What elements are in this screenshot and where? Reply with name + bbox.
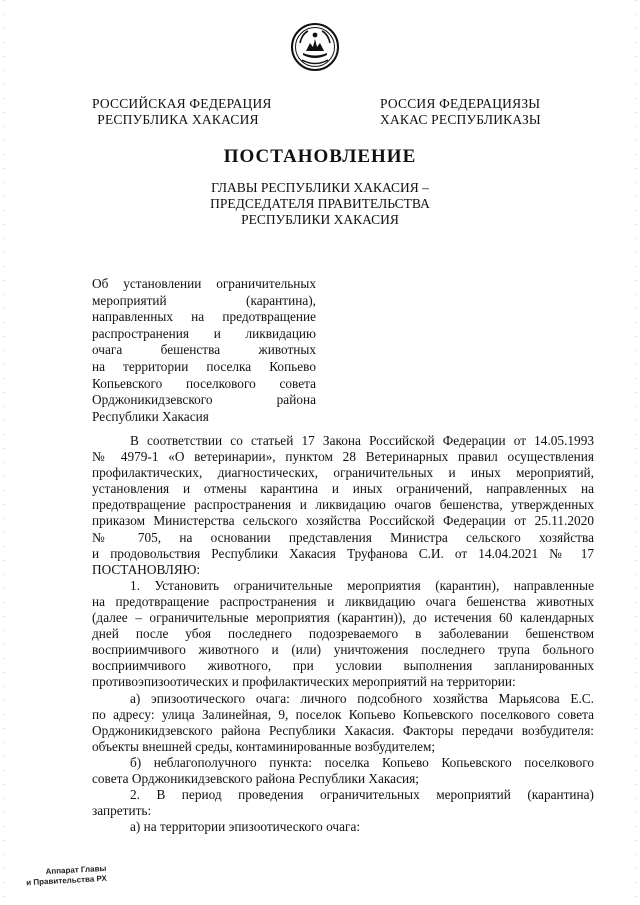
body-text [92, 433, 594, 835]
header-left-block [92, 96, 272, 128]
body-line: № 4979-1 «О ветеринарии», пунктом 28 Ветеринарных правил осуществления [92, 449, 594, 465]
body-line: установления и отмены карантина и иных ограничений, направленных на [92, 481, 594, 497]
subject-line: мероприятий (карантина), [92, 292, 316, 308]
body-line: и продовольствия Республики Хакасия Труфанова С.И. от 14.04.2021 № 17 [92, 545, 594, 561]
subject-line: Об установлении ограничительных [92, 276, 316, 291]
body-line: на предотвращение распространения и ликвидацию очага бешенства животных [92, 593, 594, 609]
body-line: восприимчивого животного, при условии выполнения запланированных [92, 658, 594, 674]
stamp-line: Аппарат Главы [45, 863, 107, 877]
body-line: дней после убоя последнего подозреваемого в заболевании бешенством [92, 626, 594, 642]
stamp-line: и Правительства РХ [26, 873, 108, 888]
body-line: запретить: [92, 803, 152, 819]
subject-line: направленных на предотвращение [92, 309, 316, 325]
header-left-line: РОССИЙСКАЯ ФЕДЕРАЦИЯ [92, 96, 272, 111]
body-line: противоэпизоотических и профилактических мероприятий на территории: [92, 674, 516, 690]
header-right-block [380, 96, 541, 128]
body-line: 2. В период проведения ограничительных мероприятий (карантина) [130, 787, 594, 803]
header-left-line: РЕСПУБЛИКА ХАКАСИЯ [97, 112, 259, 127]
header-right-line: ХАКАС РЕСПУБЛИКАЗЫ [380, 112, 541, 127]
body-line: б) неблагополучного пункта: поселка Копьево Копьевского поселкового [130, 754, 594, 770]
subject-line: Республики Хакасия [92, 408, 209, 424]
issuer-line: РЕСПУБЛИКИ ХАКАСИЯ [241, 212, 399, 227]
body-line: ПОСТАНОВЛЯЮ: [92, 561, 201, 577]
body-line: а) эпизоотического очага: личного подсобного хозяйства Марьясова Е.С. [130, 690, 594, 706]
body-line: (далее – ограничительные мероприятия (карантин)), до истечения 60 календарных [92, 610, 594, 626]
body-line: приказом Министерства сельского хозяйства Российской Федерации от 25.11.2020 [92, 513, 594, 529]
body-line: совета Орджоникидзевского района Республики Хакасия; [92, 770, 419, 786]
body-line: а) на территории эпизоотического очага: [130, 819, 361, 835]
coat-of-arms-emblem [290, 22, 340, 72]
body-line: по адресу: улица Залинейная, 9, поселок Копьево Копьевского поселкового совета [92, 706, 594, 722]
subject-line: Копьевского поселкового совета [92, 375, 316, 391]
issuer-line: ГЛАВЫ РЕСПУБЛИКИ ХАКАСИЯ – [211, 180, 429, 195]
issuer-block [0, 180, 640, 228]
subject-line: Орджоникидзевского района [92, 392, 316, 408]
body-line: профилактических, диагностических, ограничительных и иных мероприятий, [92, 465, 594, 481]
header-right-line: РОССИЯ ФЕДЕРАЦИЯЗЫ [380, 96, 541, 111]
subject-block [92, 276, 316, 425]
document-type-title: ПОСТАНОВЛЕНИЕ [223, 146, 417, 167]
right-margin-dots [635, 0, 636, 905]
subject-line: распространения и ликвидацию [92, 325, 316, 341]
body-line: В соответствии со статьей 17 Закона Российской Федерации от 14.05.1993 [130, 433, 594, 448]
body-line: восприимчивого животного и (или) уничтожения последнего трупа больного [92, 642, 594, 658]
left-margin-dots [4, 0, 5, 905]
body-line: предотвращение распространения и ликвидацию очагов бешенства, утвержденных [92, 497, 594, 513]
issuer-line: ПРЕДСЕДАТЕЛЯ ПРАВИТЕЛЬСТВА [210, 196, 430, 211]
subject-line: очага бешенства животных [92, 342, 316, 358]
body-line: объекты внешней среды, контаминированные возбудителем; [92, 738, 436, 754]
body-line: 1. Установить ограничительные мероприятия (карантин), направленные [130, 577, 594, 593]
body-line: Орджоникидзевского района Республики Хакасия. Факторы передачи возбудителя: [92, 722, 594, 738]
body-line: № 705, на основании представления Министра сельского хозяйства [92, 529, 594, 545]
subject-line: на территории поселка Копьево [92, 358, 316, 374]
office-stamp [26, 864, 108, 888]
